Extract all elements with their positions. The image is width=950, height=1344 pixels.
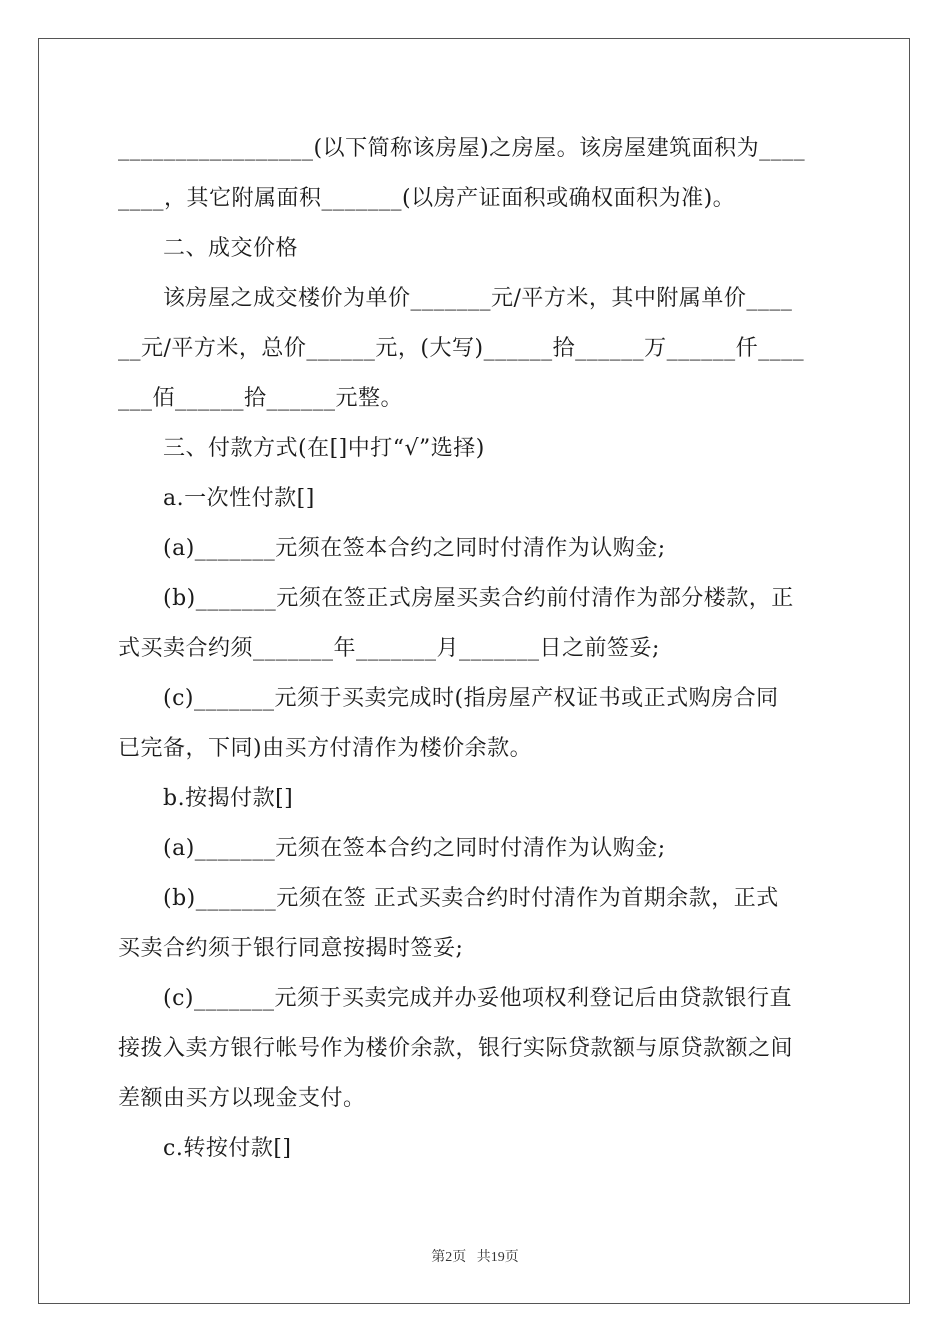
text-line: __元/平方米，总价______元，(大写)______拾______万______仟____	[118, 336, 805, 361]
text-line: 已完备，下同)由买方付清作为楼价余款。	[118, 736, 533, 761]
text-line: ____，其它附属面积_______(以房产证面积或确权面积为准)。	[118, 186, 736, 211]
text-line: 差额由买方以现金支付。	[118, 1086, 366, 1111]
page-footer	[0, 1246, 950, 1266]
text-line: (c)_______元须于买卖完成并办妥他项权利登记后由贷款银行直	[163, 986, 792, 1011]
text-line: ___佰______拾______元整。	[118, 386, 404, 411]
text-line: (b)_______元须在签 正式买卖合约时付清作为首期余款，正式	[163, 886, 779, 911]
subsection-heading: b.按揭付款[]	[163, 786, 294, 811]
section-heading: 三、付款方式(在[]中打“√”选择)	[163, 436, 485, 461]
page-number: 第2页	[431, 1250, 467, 1265]
subsection-heading: c.转按付款[]	[163, 1136, 292, 1161]
text-line: 接拨入卖方银行帐号作为楼价余款，银行实际贷款额与原贷款额之间	[118, 1036, 794, 1061]
text-line: (c)_______元须于买卖完成时(指房屋产权证书或正式购房合同	[163, 686, 779, 711]
text-line: _________________(以下简称该房屋)之房屋。该房屋建筑面积为____	[118, 136, 806, 161]
text-line: 买卖合约须于银行同意按揭时签妥;	[118, 936, 464, 961]
subsection-heading: a.一次性付款[]	[163, 486, 315, 511]
text-line: 式买卖合约须_______年_______月_______日之前签妥;	[118, 636, 660, 661]
text-line: (a)_______元须在签本合约之同时付清作为认购金;	[163, 536, 666, 561]
page-total: 共19页	[476, 1250, 519, 1265]
page-border	[38, 38, 910, 1304]
text-line: 该房屋之成交楼价为单价_______元/平方米，其中附属单价____	[163, 286, 793, 311]
text-line: (b)_______元须在签正式房屋买卖合约前付清作为部分楼款，正	[163, 586, 794, 611]
section-heading: 二、成交价格	[163, 236, 299, 261]
text-line: (a)_______元须在签本合约之同时付清作为认购金;	[163, 836, 666, 861]
